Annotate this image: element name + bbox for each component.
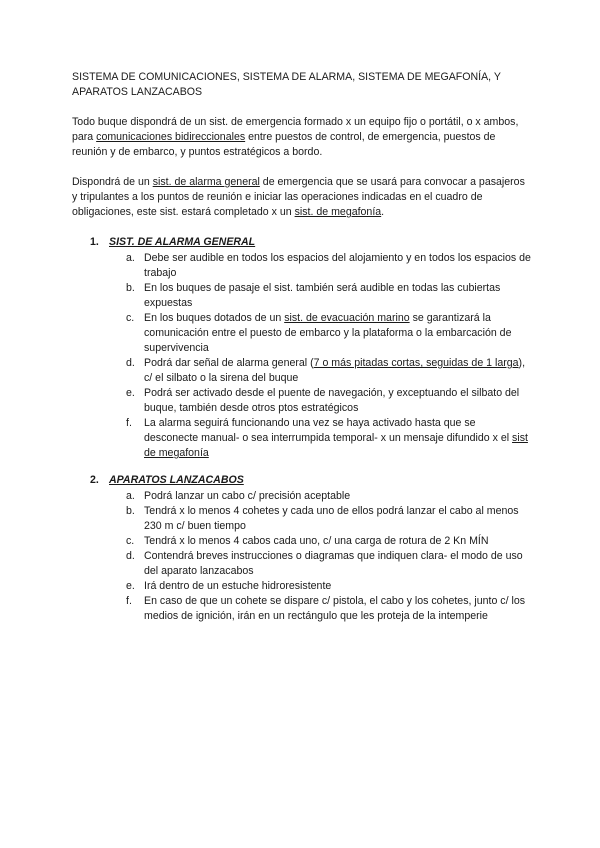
list-text: Debe ser audible en todos los espacios del alojamiento y en todos los espacios de trabajo xyxy=(144,252,531,279)
list-marker: e. xyxy=(126,580,135,592)
section-title: SIST. DE ALARMA GENERAL xyxy=(109,236,256,248)
section-title: APARATOS LANZACABOS xyxy=(109,474,244,486)
list-text: Tendrá x lo menos 4 cabos cada uno, c/ una carga de rotura de 2 Kn MÍN xyxy=(144,535,489,547)
list-item xyxy=(126,489,532,504)
paragraph-text: de emergencia que se usará para convocar a pasajeros y tripulantes a los puntos de reunión e iniciar las operaciones indicadas en el cuadro de obligaciones, este sist. estará completado x un xyxy=(72,176,525,218)
paragraph-text: . xyxy=(381,206,385,218)
list-text: En caso de que un cohete se dispare c/ pistola, el cabo y los cohetes, junto c/ los medios de ignición, irán en un rectángulo que les proteja de la intemperie xyxy=(144,595,526,622)
list-text: Podrá lanzar un cabo c/ precisión aceptable xyxy=(144,490,351,502)
underlined-term: comunicaciones bidireccionales xyxy=(96,131,246,143)
list-text: Tendrá x lo menos 4 cohetes y cada uno de ellos podrá lanzar el cabo al menos 230 m c/ buen tiempo xyxy=(144,505,519,532)
list-item xyxy=(126,251,532,281)
section-list xyxy=(72,251,532,461)
list-item xyxy=(126,416,532,461)
list-marker: a. xyxy=(126,252,135,264)
section-number: 1. xyxy=(90,236,99,248)
list-text: Irá dentro de un estuche hidroresistente xyxy=(144,580,332,592)
list-text-part: En los buques dotados de un xyxy=(144,312,285,324)
paragraph-text: Dispondrá de un xyxy=(72,176,153,188)
document-title: SISTEMA DE COMUNICACIONES, SISTEMA DE ALARMA, SISTEMA DE MEGAFONÍA, Y APARATOS LANZACABOS xyxy=(72,71,501,98)
paragraph-text: Todo buque dispondrá de un sist. de emergencia formado x un equipo fijo o portátil, o x ambos, para xyxy=(72,116,519,143)
section-heading xyxy=(90,235,532,250)
list-text: En los buques de pasaje el sist. también será audible en todas las cubiertas expuestas xyxy=(144,282,501,309)
list-marker: c. xyxy=(126,535,135,547)
section-list xyxy=(72,489,532,624)
underlined-term: 7 o más pitadas cortas, seguidas de 1 larga xyxy=(313,357,519,369)
list-item xyxy=(126,281,532,311)
list-marker: b. xyxy=(126,505,135,517)
list-text-part: ), c/ el silbato o la sirena del buque xyxy=(144,357,526,384)
list-item xyxy=(126,534,532,549)
list-marker: a. xyxy=(126,490,135,502)
paragraph-text: entre puestos de control, de emergencia, puestos de reunión y de embarco, y puntos estratégicos a bordo. xyxy=(72,131,496,158)
section-alarma-general xyxy=(72,235,532,461)
list-text xyxy=(144,311,532,356)
list-text-part: La alarma seguirá funcionando una vez se haya activado hasta que se desconecte manual- o sea interrumpida temporal- x un mensaje difundido x el xyxy=(144,417,513,444)
list-marker: b. xyxy=(126,282,135,294)
underlined-term: sist de megafonía xyxy=(144,432,528,459)
list-marker: f. xyxy=(126,595,132,607)
list-text-part: se garantizará la comunicación entre el puesto de embarco y la plataforma o la embarcación de supervivencia xyxy=(144,312,512,354)
list-marker: c. xyxy=(126,312,135,324)
list-text xyxy=(144,416,532,461)
list-marker: d. xyxy=(126,357,135,369)
paragraph-communications xyxy=(72,115,532,160)
list-item xyxy=(126,549,532,579)
underlined-term: sist. de evacuación marino xyxy=(284,312,410,324)
list-item xyxy=(126,504,532,534)
list-text-part: Podrá dar señal de alarma general ( xyxy=(144,357,314,369)
document-content xyxy=(72,70,532,636)
list-text: Contendrá breves instrucciones o diagramas que indiquen clara- el modo de uso del aparato lanzacabos xyxy=(144,550,523,577)
list-marker: d. xyxy=(126,550,135,562)
section-aparatos-lanzacabos xyxy=(72,473,532,624)
list-marker: f. xyxy=(126,417,132,429)
list-item xyxy=(126,594,532,624)
section-heading xyxy=(90,473,532,488)
list-item xyxy=(126,579,532,594)
list-item xyxy=(126,356,532,386)
underlined-term: sist. de megafonía xyxy=(294,206,382,218)
list-marker: e. xyxy=(126,387,135,399)
list-item xyxy=(126,311,532,356)
underlined-term: sist. de alarma general xyxy=(152,176,260,188)
paragraph-alarm xyxy=(72,175,532,220)
list-text: Podrá ser activado desde el puente de navegación, y exceptuando el silbato del buque, también desde otros ptos estratégicos xyxy=(144,387,520,414)
list-item xyxy=(126,386,532,416)
list-text xyxy=(144,356,532,386)
section-number: 2. xyxy=(90,474,99,486)
